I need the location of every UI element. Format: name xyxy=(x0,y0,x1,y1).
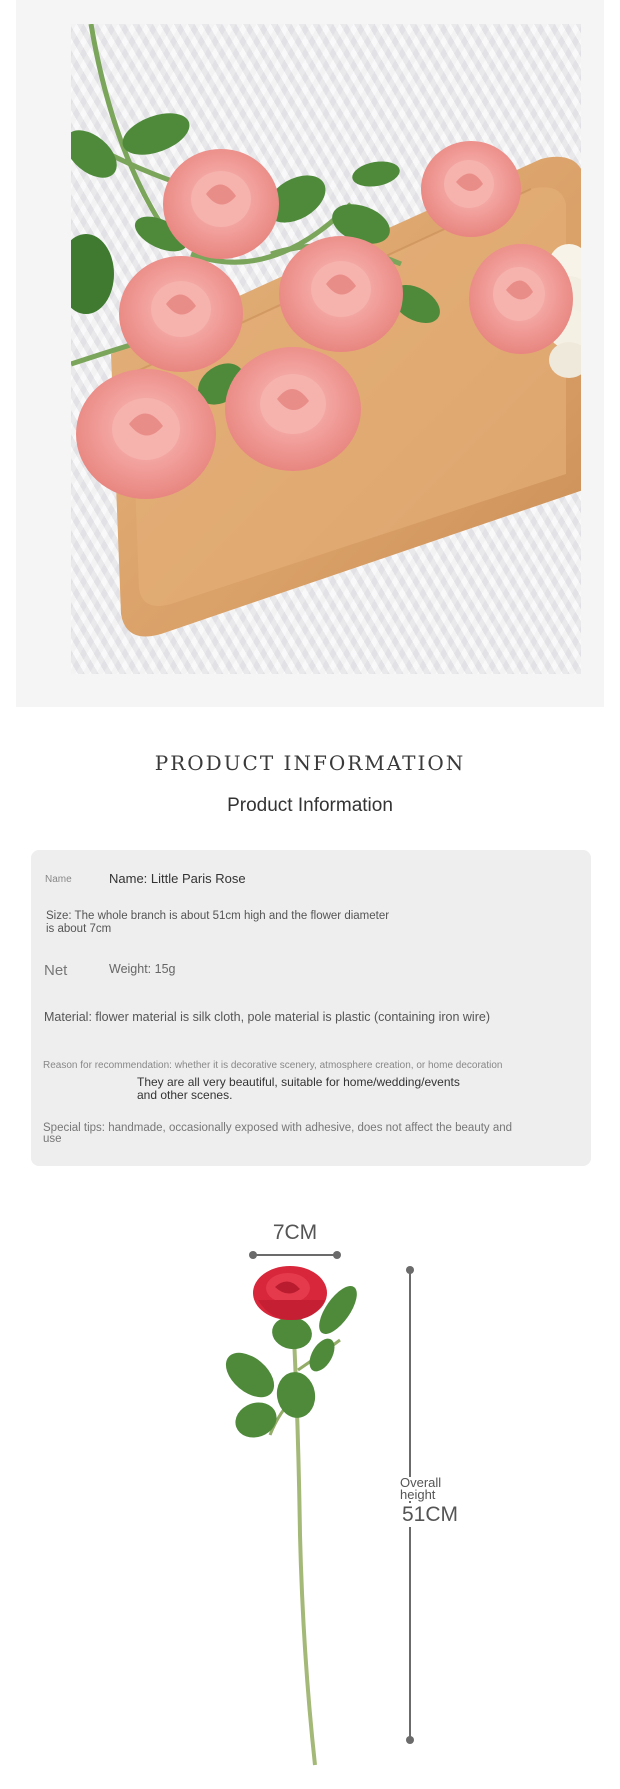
recommendation-text: Reason for recommendation: whether it is decorative scenery, atmosphere creation, or home decoration xyxy=(43,1060,503,1071)
product-info-card xyxy=(31,850,591,1166)
rose-7 xyxy=(225,347,361,471)
name-label: Name xyxy=(45,874,72,885)
weight-value: Weight: 15g xyxy=(109,962,176,976)
product-photo xyxy=(71,24,581,674)
size-value: Size: The whole branch is about 51cm high and the flower diameter is about 7cm xyxy=(46,910,390,935)
material-value: Material: flower material is silk cloth, pole material is plastic (containing iron wire) xyxy=(44,1010,490,1024)
width-measure-line xyxy=(249,1251,341,1259)
special-tips: Special tips: handmade, occasionally exposed with adhesive, does not affect the beauty and use xyxy=(43,1122,513,1145)
rose-2 xyxy=(421,141,521,237)
rose-diagram-graphic xyxy=(0,1205,620,1789)
width-label: 7CM xyxy=(272,1221,318,1244)
height-caption: Overall height xyxy=(400,1477,460,1501)
roses-illustration xyxy=(71,24,581,674)
net-label: Net xyxy=(44,962,68,979)
section-title-sans: Product Information xyxy=(227,795,393,816)
rose-dimension-diagram xyxy=(0,1205,620,1789)
section-title-serif: PRODUCT INFORMATION xyxy=(154,751,466,775)
product-photo-frame xyxy=(16,0,604,707)
red-rose-bloom xyxy=(253,1266,327,1320)
name-value: Name: Little Paris Rose xyxy=(109,871,246,886)
rose-4 xyxy=(279,236,403,352)
rose-6 xyxy=(76,369,216,499)
rose-3 xyxy=(119,256,243,372)
red-rose-stem xyxy=(270,1300,340,1765)
recommendation-detail: They are all very beautiful, suitable for home/wedding/events and other scenes. xyxy=(137,1075,460,1102)
height-value: 51CM xyxy=(402,1503,459,1526)
rose-5 xyxy=(469,244,573,354)
rose-1 xyxy=(163,149,279,259)
